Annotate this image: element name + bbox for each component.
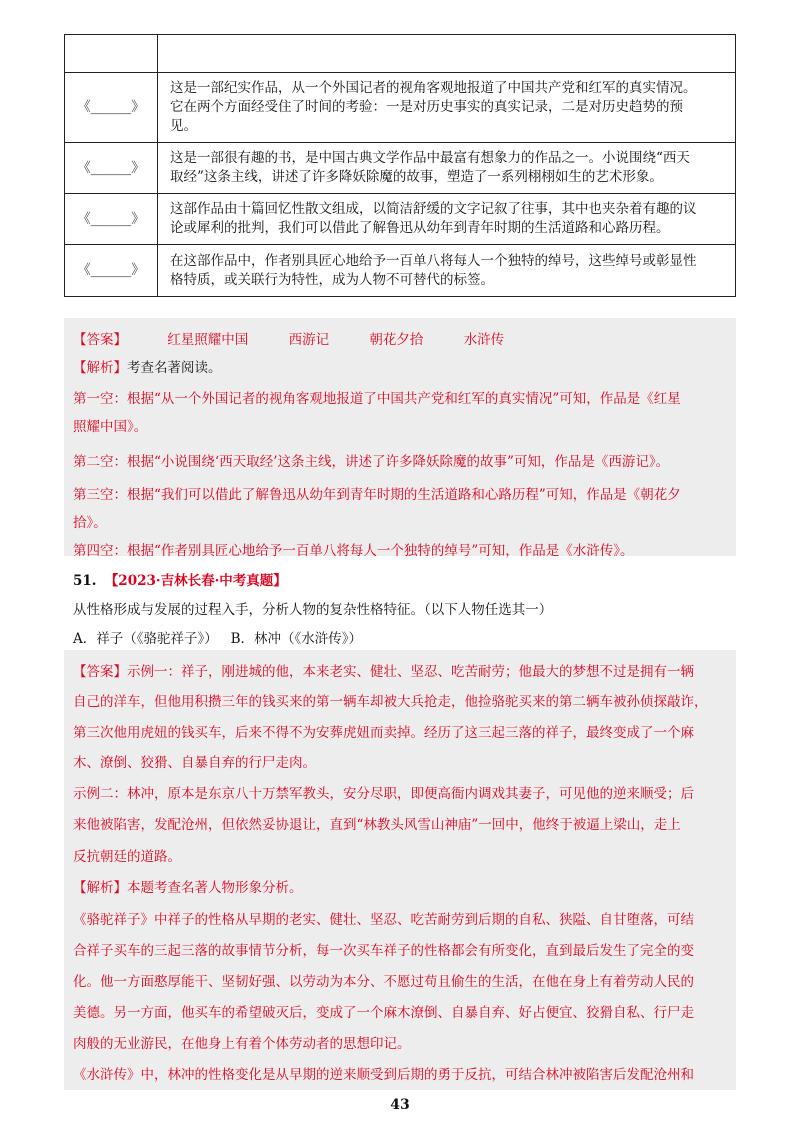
answer-item: 水浒传 [463, 332, 505, 348]
question-number: 51. [73, 573, 97, 589]
table-row [65, 73, 736, 143]
book-description [158, 143, 736, 194]
description-line: 这是一部纪实作品，从一个外国记者的视角客观地报道了中国共产党和红军的真实情况。 [170, 80, 697, 96]
book-table [64, 34, 736, 297]
analysis-detail-line: 化。他一方面憨厚能干、坚韧好强、以劳动为本分、不愿过苟且偷生的生活，在他在身上有着劳动人民的 [73, 974, 694, 990]
analysis-line [73, 356, 222, 376]
description-line: 它在两个方面经受住了时间的考验：一是对历史事实的真实记录，二是对历史趋势的预 [170, 99, 683, 115]
answer-text-line: 木、潦倒、狡猾、自暴自弃的行尸走肉。 [73, 755, 316, 771]
book-title-blank: 《______》 [65, 194, 158, 245]
description-line: 论或犀利的批判，我们可以借此了解鲁迅从幼年到青年时期的生活道路和心路历程。 [170, 220, 670, 236]
question-source: 【2023·吉林长春·中考真题】 [104, 573, 287, 589]
answer-text-line: 第三次他用虎妞的钱买车，后来不得不为安葬虎妞而卖掉。经历了这三起三落的祥子，最终变成了一个麻 [73, 725, 694, 741]
answer-text-line: 自己的洋车，但他用积攒三年的钱买来的第一辆车却被大兵抢走，他捡骆驼买来的第二辆车被孙侦探敲诈， [73, 694, 708, 710]
analysis-line [73, 876, 303, 896]
answer-text-line: 反抗朝廷的道路。 [73, 849, 181, 865]
book-description [158, 245, 736, 297]
analysis-detail-line: 拾》。 [73, 515, 107, 531]
answer-line [73, 328, 504, 348]
question-prompt: 从性格形成与发展的过程入手，分析人物的复杂性格特征。（以下人物任选其一） [73, 602, 553, 618]
analysis-detail-line: 美德。另一方面，他买车的希望破灭后，变成了一个麻木潦倒、自暴自弃、好占便宜、狡猾自私、行尸走 [73, 1005, 694, 1021]
book-title-blank: 《______》 [65, 143, 158, 194]
table-header-cell [158, 35, 736, 73]
description-line: 这是一部很有趣的书，是中国古典文学作品中最富有想象力的作品之一。小说围绕“西天 [170, 150, 690, 166]
answer-item: 朝花夕拾 [369, 332, 424, 348]
answer-item: 西游记 [288, 332, 330, 348]
table-header-cell [65, 35, 158, 73]
book-title-blank: 《______》 [65, 245, 158, 297]
description-line: 在这部作品中，作者别具匠心地给予一百单八将每人一个独特的绰号，这些绰号或彰显性 [170, 252, 697, 269]
answer-text: 示例一：祥子，刚进城的他，本来老实、健壮、坚忍、吃苦耐劳；他最大的梦想不过是拥有一辆 [127, 664, 694, 680]
question-heading [73, 569, 287, 589]
answer-text-line: 示例二：林冲，原本是东京八十万禁军教头，安分尽职，即便高衙内调戏其妻子，可见他的逆来顺受；后 [73, 786, 694, 802]
analysis-detail-line: 第四空：根据“作者别具匠心地给予一百单八将每人一个独特的绰号”可知，作品是《水浒传》。 [73, 543, 634, 559]
book-description [158, 73, 736, 143]
analysis-detail-line: 照耀中国》。 [73, 419, 148, 435]
question-options: A．祥子（《骆驼祥子》） B．林冲（《水浒传》） [73, 631, 363, 647]
answer-line [73, 660, 694, 680]
analysis-detail-line: 《骆驼祥子》中祥子的性格从早期的老实、健壮、坚忍、吃苦耐劳到后期的自私、狭隘、自甘堕落，可结 [73, 912, 694, 928]
book-description [158, 194, 736, 245]
table-header-row [65, 35, 736, 73]
analysis-detail-line: 第三空：根据“我们可以借此了解鲁迅从幼年到青年时期的生活道路和心路历程”可知，作品是《朝花夕 [73, 487, 681, 503]
table-row [65, 143, 736, 194]
answer-label: 【答案】 [73, 332, 127, 348]
analysis-text: 考查名著阅读。 [127, 360, 222, 376]
analysis-detail-line: 第二空：根据“小说围绕‘西天取经’这条主线，讲述了许多降妖除魔的故事”可知，作品是《西游记》。 [73, 454, 670, 470]
analysis-detail-line: 肉般的无业游民，在他身上有着个体劳动者的思想印记。 [73, 1036, 411, 1052]
answer-item: 红星照耀中国 [167, 332, 249, 348]
analysis-detail-line: 合祥子买车的三起三落的故事情节分析，每一次买车祥子的性格都会有所变化，直到最后发生了完全的变 [73, 943, 694, 959]
table-row [65, 245, 736, 297]
analysis-label: 【解析】 [73, 880, 127, 896]
page-number: 43 [390, 1097, 410, 1113]
description-line: 见。 [170, 118, 197, 134]
analysis-label: 【解析】 [73, 360, 127, 376]
book-title-blank: 《______》 [65, 73, 158, 143]
analysis-detail-line: 第一空：根据“从一个外国记者的视角客观地报道了中国共产党和红军的真实情况”可知，作品是《红星 [73, 391, 681, 407]
answer-background [64, 318, 736, 556]
analysis-detail-line: 《水浒传》中，林冲的性格变化是从早期的逆来顺受到后期的勇于反抗，可结合林冲被陷害后发配沧州和 [73, 1067, 694, 1083]
table-row [65, 194, 736, 245]
analysis-text: 本题考查名著人物形象分析。 [127, 880, 303, 896]
description-line: 格特质，或关联行为特性，成为人物不可替代的标签。 [170, 271, 494, 288]
answer-background [64, 650, 736, 1090]
answer-label: 【答案】 [73, 664, 127, 680]
answer-text-line: 来他被陷害，发配沧州，但依然妥协退让，直到“林教头风雪山神庙”一回中，他终于被逼上梁山，走上 [73, 817, 681, 833]
description-line: 取经”这条主线，讲述了许多降妖除魔的故事，塑造了一系列栩栩如生的艺术形象。 [170, 169, 663, 185]
description-line: 这部作品由十篇回忆性散文组成，以简洁舒缓的文字记叙了往事，其中也夹杂着有趣的议 [170, 201, 697, 217]
